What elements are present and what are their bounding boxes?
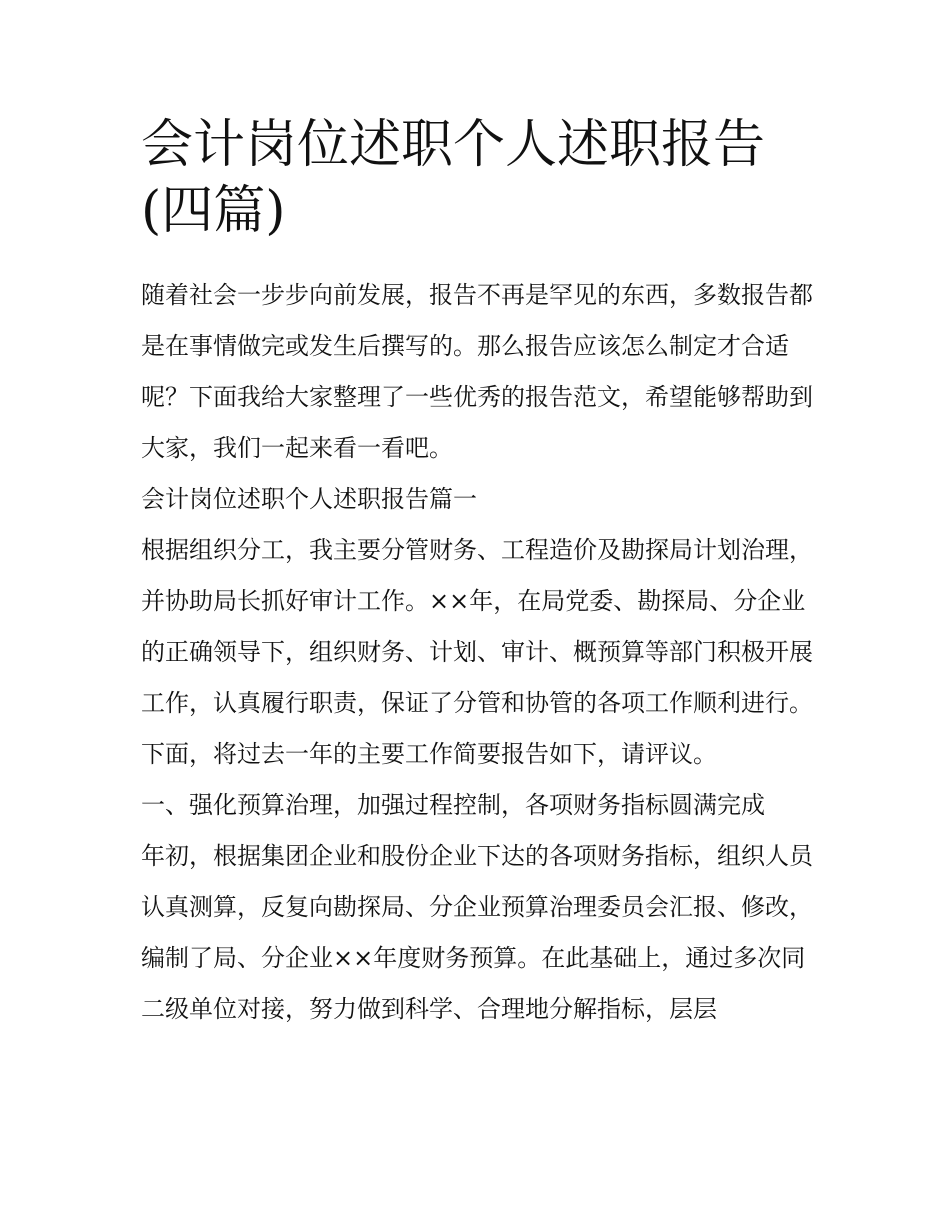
section-heading-budget: 一、强化预算治理，加强过程控制，各项财务指标圆满完成: [141, 791, 765, 819]
body-paragraph-duties: 根据组织分工，我主要分管财务、工程造价及勘探局计划治理，并协助局长抓好审计工作。××年，在局党委、勘探局、分企业的正确领导下，组织财务、计划、审计、概预算等部门积极开展工作，认真履行职责，保证了分管和协管的各项工作顺利进行。下面，将过去一年的主要工作简要报告如下，请评议。: [141, 536, 813, 768]
body-paragraph-budget: 年初，根据集团企业和股份企业下达的各项财务指标，组织人员认真测算，反复向勘探局、分企业预算治理委员会汇报、修改，编制了局、分企业××年度财务预算。在此基础上，通过多次同二级单位对接，努力做到科学、合理地分解指标，层层: [141, 842, 813, 1023]
document-title: 会计岗位述职个人述职报告(四篇): [141, 115, 766, 241]
section-heading-part-one: 会计岗位述职个人述职报告篇一: [141, 485, 477, 513]
intro-paragraph: 随着社会一步步向前发展，报告不再是罕见的东西，多数报告都是在事情做完或发生后撰写的。那么报告应该怎么制定才合适呢？下面我给大家整理了一些优秀的报告范文，希望能够帮助到大家，我们一起来看一看吧。: [141, 281, 813, 462]
document-page: [141, 112, 813, 1035]
